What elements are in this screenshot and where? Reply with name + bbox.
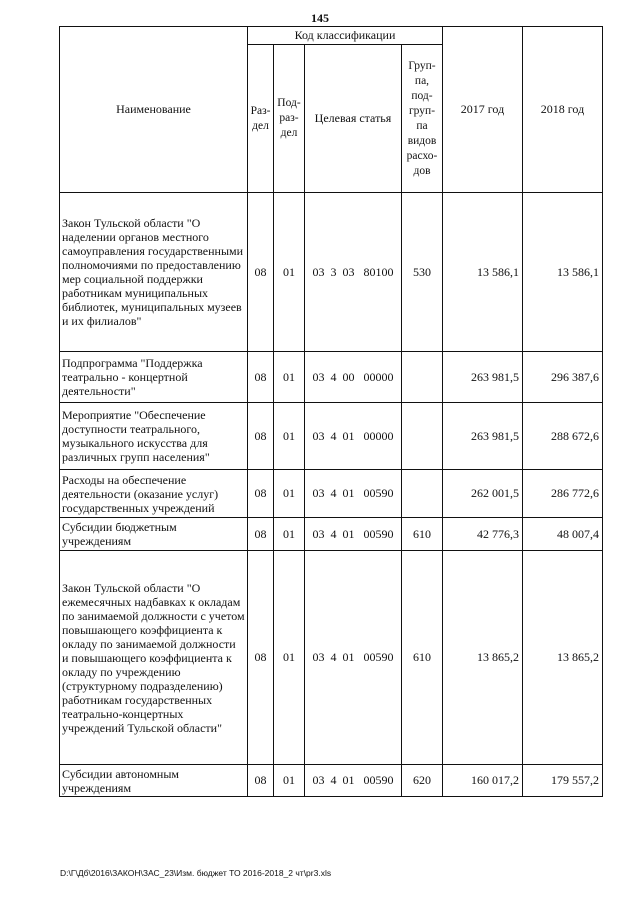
row-subsection: 01 <box>274 403 305 470</box>
row-value-2018: 296 387,6 <box>523 352 603 403</box>
row-expense-group: 620 <box>402 765 443 797</box>
header-year-2018: 2018 год <box>523 27 603 193</box>
row-expense-group: 610 <box>402 551 443 765</box>
row-expense-group: 530 <box>402 193 443 352</box>
table-row <box>60 193 603 352</box>
header-name: Наименование <box>60 27 248 193</box>
row-subsection: 01 <box>274 352 305 403</box>
row-expense-group <box>402 403 443 470</box>
row-value-2017: 262 001,5 <box>443 470 523 518</box>
header-expense-group: Груп- па, под- груп- па видов расхо- дов <box>402 45 443 193</box>
budget-table <box>59 26 603 797</box>
file-path-footer: D:\Г\Дб\2016\ЗАКОН\ЗАС_23\Изм. бюджет ТО 2016-2018_2 чт\pr3.xls <box>60 868 332 878</box>
row-value-2017: 13 586,1 <box>443 193 523 352</box>
row-section: 08 <box>248 765 274 797</box>
row-value-2018: 288 672,6 <box>523 403 603 470</box>
row-name: Подпрограмма "Поддержка театрально - концертной деятельности" <box>60 352 248 403</box>
row-target-article: 03 4 01 00590 <box>305 551 402 765</box>
row-value-2018: 13 586,1 <box>523 193 603 352</box>
row-section: 08 <box>248 518 274 551</box>
row-expense-group <box>402 352 443 403</box>
table-row <box>60 518 603 551</box>
row-name: Субсидии бюджетным учреждениям <box>60 518 248 551</box>
header-year-2017: 2017 год <box>443 27 523 193</box>
row-value-2017: 160 017,2 <box>443 765 523 797</box>
page-number: 145 <box>311 11 329 25</box>
row-value-2018: 13 865,2 <box>523 551 603 765</box>
row-target-article: 03 4 01 00590 <box>305 765 402 797</box>
header-subsection: Под- раз- дел <box>274 45 305 193</box>
row-value-2018: 286 772,6 <box>523 470 603 518</box>
row-name: Мероприятие "Обеспечение доступности театрального, музыкального искусства для различных групп населения" <box>60 403 248 470</box>
table-row <box>60 403 603 470</box>
row-name: Закон Тульской области "О наделении органов местного самоуправления государственными полномочиями по предоставлению мер социальной поддержки работникам муниципальных библиотек, муниципальных музеев и их филиалов" <box>60 193 248 352</box>
row-value-2017: 42 776,3 <box>443 518 523 551</box>
table-row <box>60 352 603 403</box>
row-subsection: 01 <box>274 551 305 765</box>
row-value-2017: 13 865,2 <box>443 551 523 765</box>
row-name: Субсидии автономным учреждениям <box>60 765 248 797</box>
table-row <box>60 470 603 518</box>
row-subsection: 01 <box>274 193 305 352</box>
row-target-article: 03 4 01 00000 <box>305 403 402 470</box>
row-value-2018: 48 007,4 <box>523 518 603 551</box>
row-expense-group: 610 <box>402 518 443 551</box>
header-code-group: Код классификации <box>248 27 443 45</box>
row-target-article: 03 4 01 00590 <box>305 518 402 551</box>
row-value-2017: 263 981,5 <box>443 403 523 470</box>
header-target-article: Целевая статья <box>305 45 402 193</box>
row-target-article: 03 3 03 80100 <box>305 193 402 352</box>
row-section: 08 <box>248 352 274 403</box>
row-expense-group <box>402 470 443 518</box>
row-subsection: 01 <box>274 470 305 518</box>
row-section: 08 <box>248 193 274 352</box>
header-section: Раз- дел <box>248 45 274 193</box>
row-value-2018: 179 557,2 <box>523 765 603 797</box>
row-target-article: 03 4 01 00590 <box>305 470 402 518</box>
row-subsection: 01 <box>274 518 305 551</box>
row-subsection: 01 <box>274 765 305 797</box>
row-section: 08 <box>248 470 274 518</box>
table-row <box>60 551 603 765</box>
row-value-2017: 263 981,5 <box>443 352 523 403</box>
row-section: 08 <box>248 403 274 470</box>
row-target-article: 03 4 00 00000 <box>305 352 402 403</box>
row-section: 08 <box>248 551 274 765</box>
row-name: Закон Тульской области "О ежемесячных надбавках к окладам по занимаемой должности с учетом повышающего коэффициента к окладу по занимаемой должности и повышающего коэффициента к окладу по учреждению (структурному подразделению) работникам государственных театрально-концертных учреждений Тульской области" <box>60 551 248 765</box>
row-name: Расходы на обеспечение деятельности (оказание услуг) государственных учреждений <box>60 470 248 518</box>
table-row <box>60 765 603 797</box>
